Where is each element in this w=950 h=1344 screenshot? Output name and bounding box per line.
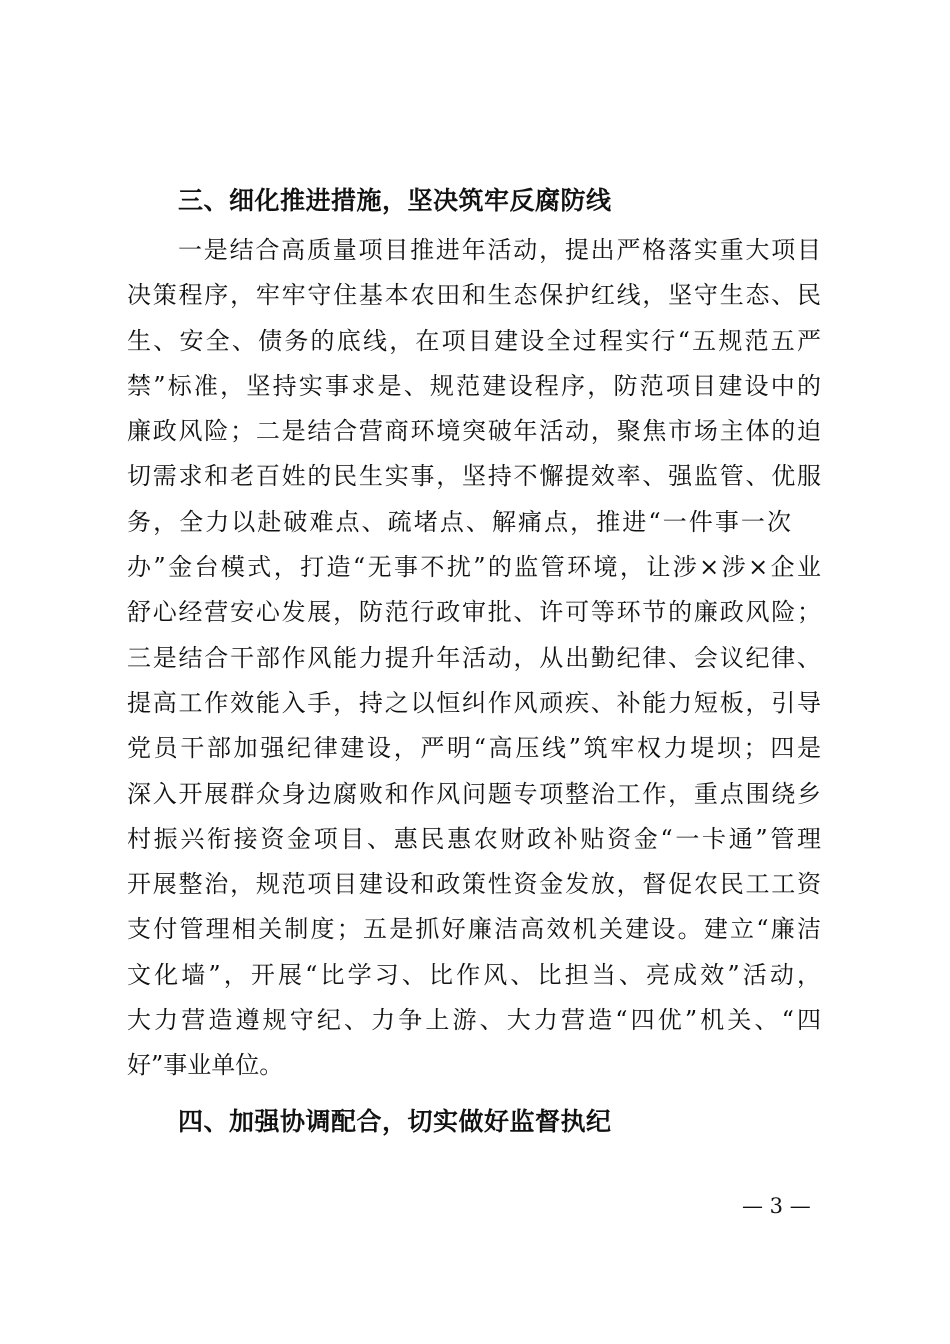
body-line: 切需求和老百姓的民生实事，坚持不懈提效率、强监管、优服 xyxy=(127,462,821,491)
body-line: 禁”标准，坚持实事求是、规范建设程序，防范项目建设中的 xyxy=(127,371,821,400)
body-line: 开展整治，规范项目建设和政策性资金发放，督促农民工工资 xyxy=(127,870,821,899)
body-line: 决策程序，牢牢守住基本农田和生态保护红线，坚守生态、民 xyxy=(127,281,821,310)
body-line: 深入开展群众身边腐败和作风问题专项整治工作，重点围绕乡 xyxy=(127,779,821,808)
body-line: 村振兴衔接资金项目、惠民惠农财政补贴资金“一卡通”管理 xyxy=(127,824,821,853)
body-line: 生、安全、债务的底线，在项目建设全过程实行“五规范五严 xyxy=(127,326,821,355)
page-number: — 3 — xyxy=(742,1194,811,1218)
body-line: 务，全力以赴破难点、疏堵点、解痛点，推进“一件事一次 xyxy=(127,507,791,536)
body-line: 三是结合干部作风能力提升年活动，从出勤纪律、会议纪律、 xyxy=(127,643,821,672)
body-line: 廉政风险；二是结合营商环境突破年活动，聚焦市场主体的迫 xyxy=(127,417,821,446)
body-line: 一是结合高质量项目推进年活动，提出严格落实重大项目 xyxy=(178,236,821,264)
body-line: 舒心经营安心发展，防范行政审批、许可等环节的廉政风险； xyxy=(127,598,821,627)
body-line: 办”金台模式，打造“无事不扰”的监管环境，让涉×涉×企业 xyxy=(127,553,821,582)
section-3-body xyxy=(127,228,821,1089)
body-line: 提高工作效能入手，持之以恒纠作风顽疾、补能力短板，引导 xyxy=(127,688,821,717)
body-line: 党员干部加强纪律建设，严明“高压线”筑牢权力堤坝；四是 xyxy=(127,734,821,763)
body-line: 文化墙”，开展“比学习、比作风、比担当、亮成效”活动， xyxy=(127,960,821,989)
section-3-heading: 三、细化推进措施，坚决筑牢反腐防线 xyxy=(178,186,612,215)
body-line: 好”事业单位。 xyxy=(127,1051,284,1080)
body-line: 支付管理相关制度；五是抓好廉洁高效机关建设。建立“廉洁 xyxy=(127,915,821,944)
section-4-heading: 四、加强协调配合，切实做好监督执纪 xyxy=(178,1107,612,1136)
body-line: 大力营造遵规守纪、力争上游、大力营造“四优”机关、“四 xyxy=(127,1006,821,1035)
